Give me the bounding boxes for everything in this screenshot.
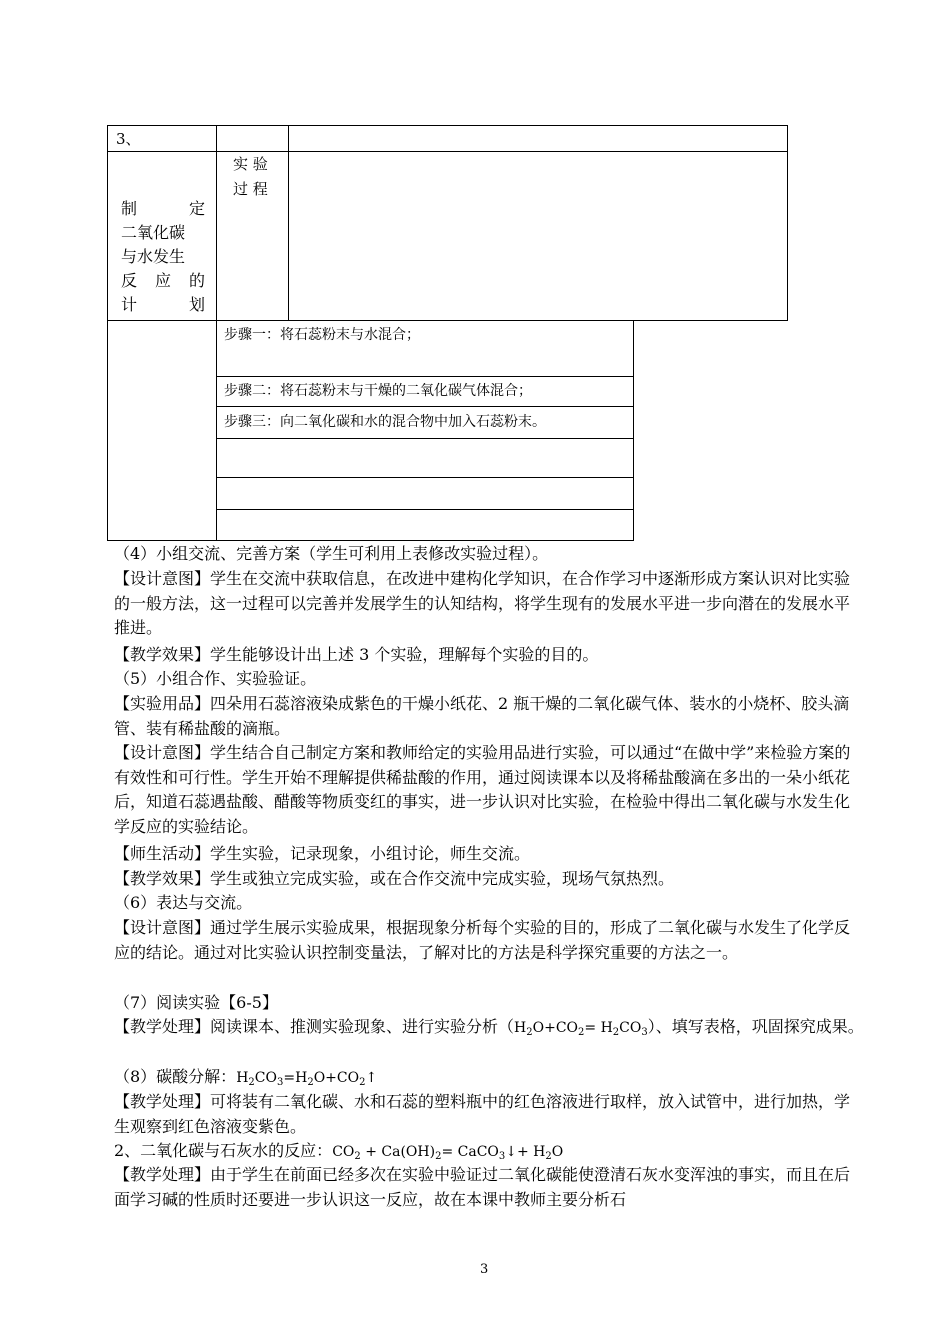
equation-part: ↓+ H xyxy=(505,1144,546,1160)
equation-part: =H xyxy=(283,1070,308,1086)
equation-carbonic-acid-decomposition xyxy=(236,1070,377,1086)
equation-subscript: 2 xyxy=(612,1027,620,1038)
equation-part: = CaCO xyxy=(441,1144,499,1160)
equation-part: = H xyxy=(584,1020,613,1036)
paragraph-teacher-student-activity: 【师生活动】学生实验，记录现象，小组讨论，师生交流。 xyxy=(114,844,531,863)
equation-subscript: 2 xyxy=(545,1151,552,1162)
step-one: 步骤一：将石蕊粉末与水混合； xyxy=(224,327,420,343)
paragraph-experiment-materials: 【实验用品】四朵用石蕊溶液染成紫色的干燥小纸花、2 瓶干燥的二氧化碳气体、装水的小烧杯、胶头滴管、装有稀盐酸的滴瓶。 xyxy=(114,694,850,738)
equation-subscript: 3 xyxy=(498,1151,506,1162)
equation-subscript: 2 xyxy=(354,1151,361,1162)
paragraph-teaching-process-3: 【教学处理】由于学生在前面已经多次在实验中验证过二氧化碳能使澄清石灰水变浑浊的事实，而且在后面学习碱的性质时还要进一步认识这一反应，故在本课中教师主要分析石 xyxy=(114,1165,851,1209)
equation-subscript: 2 xyxy=(435,1151,442,1162)
equation-subscript: 3 xyxy=(276,1077,284,1088)
equation-part: O+CO xyxy=(313,1070,360,1086)
paragraph-teaching-effect-1: 【教学效果】学生能够设计出上述 3 个实验，理解每个实验的目的。 xyxy=(114,645,599,664)
equation-part: ↑ xyxy=(365,1070,378,1086)
equation-carbonic-acid-formation xyxy=(514,1020,648,1036)
row-number-label: 3、 xyxy=(116,130,141,148)
equation-part: H xyxy=(514,1020,527,1036)
equation-subscript: 2 xyxy=(307,1077,314,1088)
equation-subscript: 2 xyxy=(359,1077,366,1088)
paragraph-design-intent-1: 【设计意图】学生在交流中获取信息，在改进中建构化学知识，在合作学习中逐渐形成方案认识对比实验的一般方法，这一过程可以完善并发展学生的认知结构，将学生现有的发展水平进一步向潜在的发展水平推进。 xyxy=(114,569,851,638)
paragraph-group-discussion: （4）小组交流、完善方案（学生可利用上表修改实验过程）。 xyxy=(114,544,549,563)
equation-subscript: 3 xyxy=(641,1027,648,1038)
paragraph-reading-experiment: （7）阅读实验【6-5】 xyxy=(114,993,278,1012)
paragraph-group-verification: （5）小组合作、实验验证。 xyxy=(114,669,317,688)
equation-part: + Ca(OH) xyxy=(360,1144,436,1160)
equation-part: CO xyxy=(332,1144,355,1160)
step-two: 步骤二：将石蕊粉末与干燥的二氧化碳气体混合； xyxy=(224,383,532,399)
paragraph-carbonic-acid-decomposition: （8）碳酸分解：$H_2CO_3=H_2O+CO_2↑$ xyxy=(114,1067,378,1088)
paragraph-expression-exchange: （6）表达与交流。 xyxy=(114,893,253,912)
paragraph-teaching-process-1: 【教学处理】阅读课本、推测实验现象、进行实验分析$(H_2O+CO_2= H_2CO_3)$、填写表格，巩固探究成果。 xyxy=(114,1017,864,1038)
equation-subscript: 2 xyxy=(578,1027,585,1038)
page-number: 3 xyxy=(480,1262,489,1277)
equation-part: CO xyxy=(619,1020,642,1036)
equation-part: H xyxy=(236,1070,249,1086)
paragraph-teaching-process-2: 【教学处理】可将装有二氧化碳、水和石蕊的塑料瓶中的红色溶液进行取样，放入试管中，进行加热，学生观察到红色溶液变紫色。 xyxy=(114,1092,851,1136)
paragraph-design-intent-2: 【设计意图】学生结合自己制定方案和教师给定的实验用品进行实验，可以通过“在做中学”来检验方案的有效性和可行性。学生开始不理解提供稀盐酸的作用，通过阅读课本以及将稀盐酸滴在多出的一朵小纸花后，知道石蕊遇盐酸、醋酸等物质变红的事实，进一步认识对比实验，在检验中得出二氧化碳与水发生化学反应的实验结论。 xyxy=(114,743,851,836)
paragraph-co2-limewater: 2、二氧化碳与石灰水的反应：$CO_2 + Ca(OH)_2=$ CaCO$_3$↓+ $H_2O$ xyxy=(114,1141,564,1162)
equation-part: O+CO xyxy=(532,1020,579,1036)
equation-subscript: 2 xyxy=(248,1077,255,1088)
equation-subscript: 2 xyxy=(526,1027,533,1038)
experiment-process-label: 实 验 过 程 xyxy=(233,155,268,198)
paragraph-design-intent-3: 【设计意图】通过学生展示实验成果，根据现象分析每个实验的目的，形成了二氧化碳与水发生了化学反应的结论。通过对比实验认识控制变量法，了解对比的方法是科学探究重要的方法之一。 xyxy=(114,918,851,962)
paragraph-teaching-effect-2: 【教学效果】学生或独立完成实验，或在合作交流中完成实验，现场气氛热烈。 xyxy=(114,869,675,888)
equation-part: CO xyxy=(254,1070,277,1086)
step-three: 步骤三：向二氧化碳和水的混合物中加入石蕊粉末。 xyxy=(224,414,546,430)
equation-co2-limewater xyxy=(332,1144,563,1160)
plan-label: 制 定 二氧化碳 与水发生 反 应 的 计 划 xyxy=(121,199,205,314)
equation-part: O xyxy=(551,1144,564,1160)
